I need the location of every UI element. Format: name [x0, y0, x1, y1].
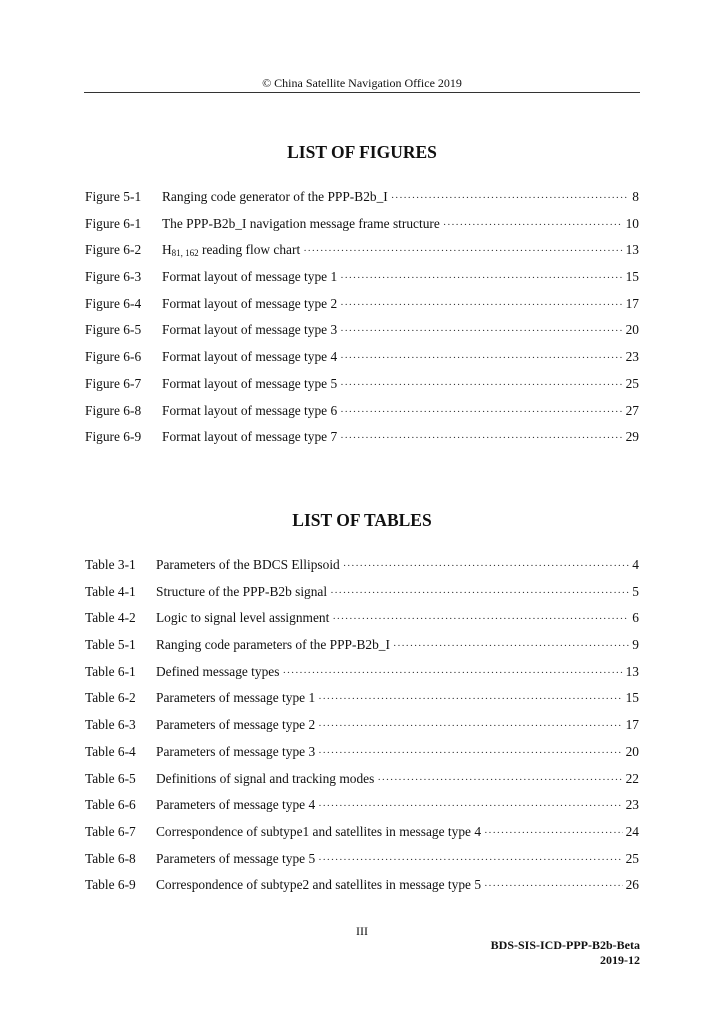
dot-leader [484, 825, 623, 841]
toc-entry[interactable] [85, 269, 639, 296]
toc-entry[interactable] [85, 824, 639, 851]
figure-label: Figure 6-4 [85, 295, 142, 311]
table-title: Defined message types [156, 663, 280, 679]
dot-leader [340, 297, 622, 313]
table-label: Table 6-5 [85, 770, 136, 786]
toc-entry[interactable] [85, 242, 639, 269]
document-id: BDS-SIS-ICD-PPP-B2b-Beta [490, 938, 640, 952]
toc-entry[interactable] [85, 557, 639, 584]
figure-title: Format layout of message type 3 [162, 322, 338, 338]
page-ref: 20 [625, 743, 639, 759]
table-label: Table 3-1 [85, 557, 136, 572]
table-label: Table 6-1 [85, 663, 136, 679]
toc-entry[interactable] [85, 771, 639, 798]
table-label: Table 6-3 [85, 717, 136, 733]
table-title: Parameters of message type 5 [156, 850, 316, 866]
page-ref: 4 [632, 557, 639, 572]
figure-title: Format layout of message type 5 [162, 375, 338, 391]
table-label: Table 6-4 [85, 743, 136, 759]
table-title: Correspondence of subtype1 and satellites in message type 4 [156, 823, 482, 839]
page-ref: 10 [625, 215, 639, 231]
toc-entry[interactable] [85, 610, 639, 637]
figure-title [162, 242, 300, 258]
dot-leader [318, 745, 622, 761]
table-label: Table 5-1 [85, 637, 136, 653]
page-ref: 29 [625, 429, 639, 445]
dot-leader [340, 323, 622, 339]
dot-leader [393, 638, 629, 654]
figure-label: Figure 6-2 [85, 242, 142, 258]
table-label: Table 6-7 [85, 823, 136, 839]
page-ref: 6 [632, 610, 639, 626]
figure-label: Figure 6-8 [85, 402, 142, 418]
toc-entry[interactable] [85, 744, 639, 771]
page-ref: 23 [625, 349, 639, 365]
page-ref: 27 [625, 402, 639, 418]
toc-entry[interactable] [85, 216, 639, 243]
figure-title-symbol: H [162, 242, 172, 258]
page-ref: 25 [625, 375, 639, 391]
figure-title: Format layout of message type 7 [162, 429, 338, 445]
table-label: Table 4-1 [85, 583, 136, 599]
page-number: III [356, 924, 368, 938]
page-ref: 9 [632, 637, 639, 653]
table-title: Definitions of signal and tracking modes [156, 770, 375, 786]
page-ref: 8 [632, 189, 639, 204]
list-of-tables [85, 557, 639, 904]
toc-entry[interactable] [85, 429, 639, 456]
figure-title: Format layout of message type 6 [162, 402, 338, 418]
table-label: Table 6-8 [85, 850, 136, 866]
dot-leader [377, 772, 622, 788]
table-title: Logic to signal level assignment [156, 610, 330, 626]
page-ref: 22 [625, 770, 639, 786]
page-ref: 24 [625, 823, 639, 839]
figure-label: Figure 6-9 [85, 429, 142, 445]
dot-leader [340, 404, 622, 420]
figure-title: The PPP-B2b_I navigation message frame structure [162, 215, 440, 231]
dot-leader [391, 190, 630, 206]
header-divider [84, 92, 640, 93]
figure-title: Format layout of message type 1 [162, 269, 338, 285]
page-ref: 26 [625, 877, 639, 893]
toc-entry[interactable] [85, 664, 639, 691]
list-of-tables-heading: LIST OF TABLES [292, 510, 432, 530]
dot-leader [318, 852, 622, 868]
figure-label: Figure 6-6 [85, 349, 142, 365]
table-label: Table 6-9 [85, 877, 136, 893]
dot-leader [332, 611, 629, 627]
figure-label: Figure 6-1 [85, 215, 142, 231]
figure-label: Figure 6-3 [85, 269, 142, 285]
dot-leader [318, 691, 622, 707]
table-title: Ranging code parameters of the PPP-B2b_I [156, 637, 390, 653]
table-title: Structure of the PPP-B2b signal [156, 583, 328, 599]
dot-leader [330, 585, 629, 601]
dot-leader [303, 243, 622, 259]
page-ref: 5 [632, 583, 639, 599]
toc-entry[interactable] [85, 403, 639, 430]
figure-label: Figure 5-1 [85, 189, 142, 204]
page-ref: 15 [625, 690, 639, 706]
dot-leader [318, 798, 622, 814]
list-of-figures-heading: LIST OF FIGURES [287, 142, 437, 162]
toc-entry[interactable] [85, 797, 639, 824]
dot-leader [318, 718, 622, 734]
dot-leader [340, 350, 622, 366]
toc-entry[interactable] [85, 637, 639, 664]
list-of-figures [85, 189, 639, 456]
toc-entry[interactable] [85, 717, 639, 744]
page-ref: 13 [625, 663, 639, 679]
figure-label: Figure 6-5 [85, 322, 142, 338]
table-title: Parameters of message type 4 [156, 797, 316, 813]
table-label: Table 6-2 [85, 690, 136, 706]
page-ref: 20 [625, 322, 639, 338]
table-title: Parameters of message type 2 [156, 717, 316, 733]
figure-title: Ranging code generator of the PPP-B2b_I [162, 189, 388, 204]
toc-entry[interactable] [85, 296, 639, 323]
toc-entry[interactable] [85, 584, 639, 611]
figure-title-rest: reading flow chart [198, 242, 301, 258]
table-label: Table 6-6 [85, 797, 136, 813]
toc-entry[interactable] [85, 322, 639, 349]
table-label: Table 4-2 [85, 610, 136, 626]
toc-entry[interactable] [85, 189, 639, 216]
dot-leader [340, 377, 622, 393]
page-ref: 17 [625, 717, 639, 733]
toc-entry[interactable] [85, 376, 639, 403]
table-title: Parameters of the BDCS Ellipsoid [156, 557, 340, 572]
figure-title: Format layout of message type 4 [162, 349, 338, 365]
table-title: Parameters of message type 1 [156, 690, 316, 706]
toc-entry[interactable] [85, 349, 639, 376]
document-date: 2019-12 [600, 953, 640, 967]
page-ref: 23 [625, 797, 639, 813]
figure-title: Format layout of message type 2 [162, 295, 338, 311]
dot-leader [484, 878, 623, 894]
toc-entry[interactable] [85, 690, 639, 717]
dot-leader [443, 217, 623, 233]
page-header: © China Satellite Navigation Office 2019 [262, 76, 462, 90]
dot-leader [340, 430, 622, 446]
figure-title-subscript: 81, 162 [171, 248, 199, 259]
table-title: Parameters of message type 3 [156, 743, 316, 759]
toc-entry[interactable] [85, 877, 639, 904]
dot-leader [340, 270, 622, 286]
figure-label: Figure 6-7 [85, 375, 142, 391]
dot-leader [343, 558, 630, 574]
toc-entry[interactable] [85, 851, 639, 878]
page-ref: 17 [625, 295, 639, 311]
dot-leader [282, 665, 622, 681]
page-ref: 15 [625, 269, 639, 285]
page-ref: 25 [625, 850, 639, 866]
table-title: Correspondence of subtype2 and satellites in message type 5 [156, 877, 482, 893]
page-ref: 13 [625, 242, 639, 258]
